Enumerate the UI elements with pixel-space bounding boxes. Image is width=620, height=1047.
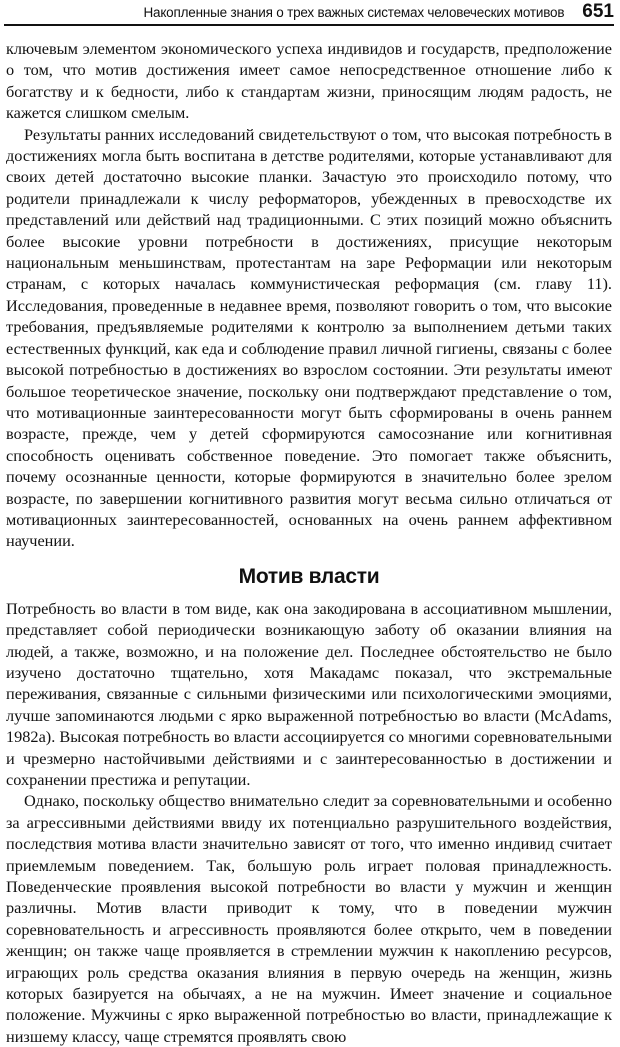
running-header [4, 0, 614, 26]
paragraph-achievement-origins: Результаты ранних исследований свидетельствуют о том, что высокая потребность в достижениях могла быть воспитана в детстве родителями, которые устанавливают для своих детей достаточно высокие планки. Зачастую это происходило потому, что родители принадлежали к числу реформаторов, убежденных в превосходстве их представлений или действий над традиционными. С этих позиций можно объяснить более высокие уровни потребности в достижениях, присущие некоторым национальным меньшинствам, протестантам на заре Реформации или некоторым странам, с которых началась коммунистическая реформация (см. главу 11). Исследования, проведенные в недавнее время, позволяют говорить о том, что высокие требования, предъявляемые родителями к контролю за выполнением детьми таких естественных функций, как еда и соблюдение правил личной гигиены, связаны с более высокой потребностью в достижениях во взрослом состоянии. Эти результаты имеют большое теоретическое значение, поскольку они подтверждают представление о том, что мотивационные заинтересованности могут быть сформированы в очень раннем возрасте, прежде, чем у детей сформируются самосознание или когнитивная способность оценивать собственное поведение. Это помогает также объяснить, почему осознанные ценности, которые формируются в значительно более зрелом возрасте, по завершении когнитивного развития могут весьма сильно отличаться от мотивационных заинтересованностей, основанных на очень раннем аффективном научении. [6, 124, 612, 551]
paragraph-power-gender: Однако, поскольку общество внимательно следит за соревновательными и особенно за агрессивными действиями ввиду их потенциально разрушительного воздействия, последствия мотива власти значительно зависят от того, что именно индивид считает приемлемым поведением. Так, большую роль играет половая принадлежность. Поведенческие проявления высокой потребности во власти у мужчин и женщин различны. Мотив власти приводит к тому, что в поведении мужчин соревновательность и агрессивность проявляются более открыто, чем в поведении женщин; он также чаще проявляется в стремлении мужчин к накоплению ресурсов, играющих роль средства оказания влияния в первую очередь на женщин, жизнь которых базируется на обычаях, а не на мужчин. Имеет значение и социальное положение. Мужчины с ярко выраженной потребностью во власти, принадлежащие к низшему классу, чаще стремятся проявлять свою [6, 791, 612, 1046]
paragraph-power-need: Потребность во власти в том виде, как она закодирована в ассоциативном мышлении, представляет собой периодически возникающую заботу об оказании влияния на людей, а также, возможно, и на положение дел. Последнее обстоятельство не было изучено достаточно тщательно, хотя Макадамс показал, что экстремальные переживания, связанные с сильными физическими или психологическими эмоциями, лучше запоминаются людьми с ярко выраженной потребностью во власти (McAdams, 1982a). Высокая потребность во власти ассоциируется со многими соревновательными и чрезмерно настойчивыми действиями и с заинтересованностью в достижении и сохранении престижа и репутации. [6, 598, 612, 789]
page-number: 651 [582, 1, 614, 22]
section-heading: Мотив власти [238, 564, 380, 588]
paragraph-continuation: ключевым элементом экономического успеха индивидов и государств, предположение о том, что мотив достижения имеет самое непосредственное отношение либо к богатству и к бедности, либо к стандартам жизни, приносящим людям радость, не кажется слишком смелым. [6, 39, 612, 123]
page-body [6, 38, 612, 1047]
running-title: Накопленные знания о трех важных системах человеческих мотивов [143, 4, 565, 20]
